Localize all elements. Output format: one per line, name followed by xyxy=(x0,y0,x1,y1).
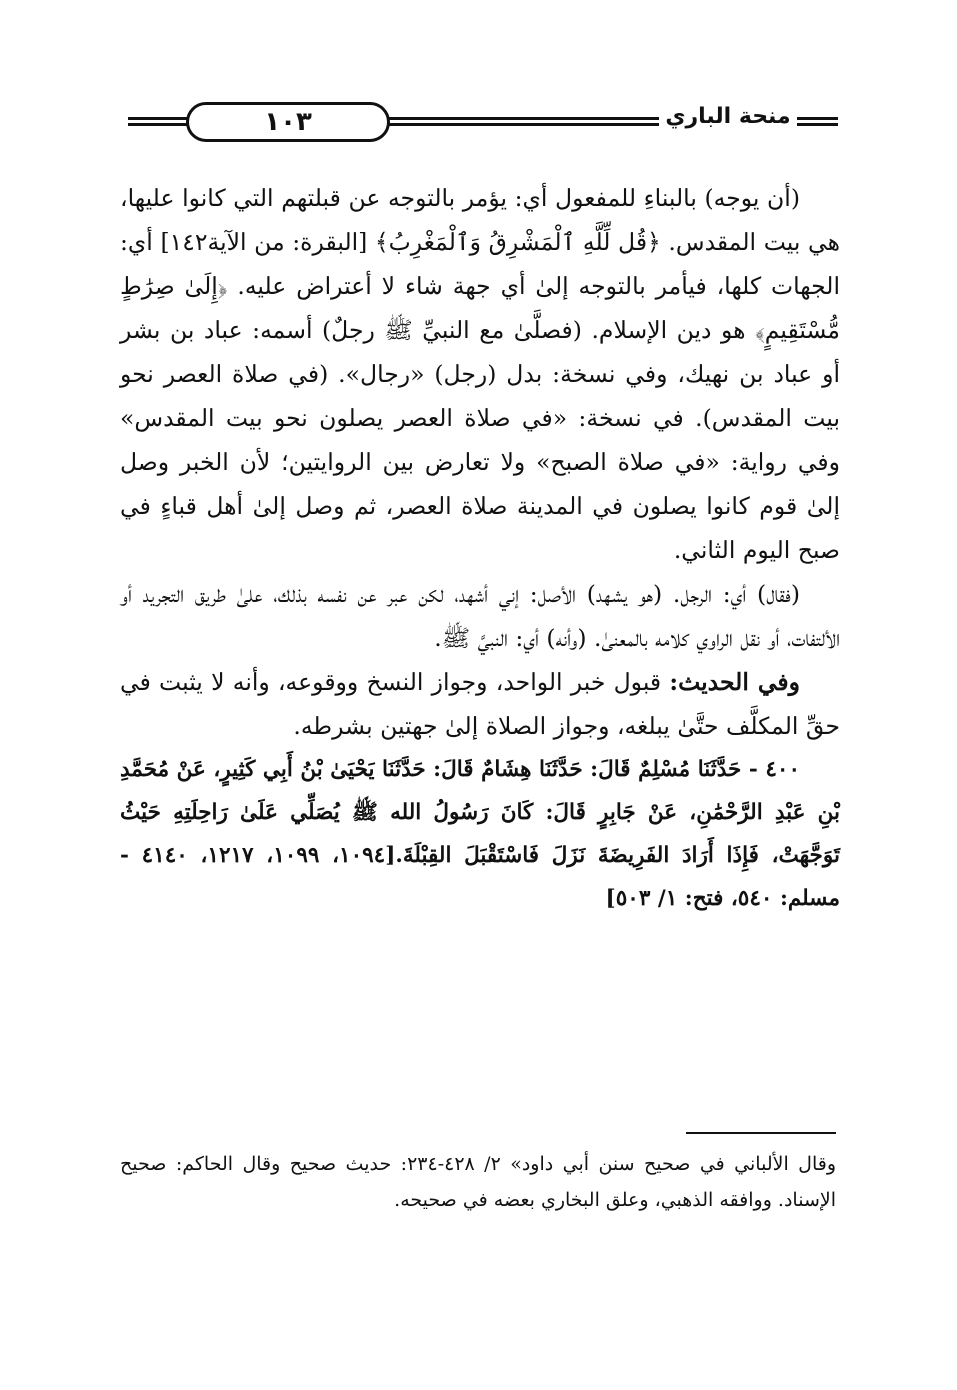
paragraph-benefits xyxy=(120,660,840,748)
main-text xyxy=(120,176,840,920)
page-number-badge xyxy=(186,102,390,142)
page-header xyxy=(128,100,838,144)
header-double-rule-right xyxy=(790,117,838,126)
benefits-lead: وفي الحديث: xyxy=(669,668,800,696)
hadith-text: ٤٠٠ - حَدَّثَنَا مُسْلِمٌ قَالَ: حَدَّثَنَا هِشَامٌ قَالَ: حَدَّثَنَا يَحْيَىٰ بْنُ أَبِي كَثِيرٍ، عَنْ مُحَمَّدِ بْنِ عَبْدِ الرَّحْمَٰنِ، عَنْ جَابِرٍ قَالَ: كَانَ رَسُولُ الله ﷺ يُصَلِّي عَلَىٰ رَاحِلَتِهِ حَيْثُ تَوَجَّهَتْ، فَإِذَا أَرَادَ الفَرِيضَةَ نَزَلَ فَاسْتَقْبَلَ القِبْلَةَ. xyxy=(120,757,840,868)
footnote-separator xyxy=(686,1132,836,1134)
running-title xyxy=(665,104,791,129)
page-number: ١٠٣ xyxy=(264,107,312,137)
benefits-text: قبول خبر الواحد، وجواز النسخ ووقوعه، وأنه لا يثبت في حقِّ المكلَّف حتَّىٰ يبلغه، وجواز الصلاة إلىٰ جهتين بشرطه. xyxy=(120,668,840,740)
header-double-rule-left xyxy=(128,117,188,126)
paragraph-1: (أن يوجه) بالبناءِ للمفعول أي: يؤمر بالتوجه عن قبلتهم التي كانوا عليها، هي بيت المقدس. ﴿قُل لِّلَّهِ ٱلْمَشْرِقُ وَٱلْمَغْرِبُ﴾ [البقرة: من الآية١٤٢] أي: الجهات كلها، فيأمر بالتوجه إلىٰ أي جهة شاء لا أعتراض عليه. ﴿إِلَىٰ صِرَٰطٍ مُّسْتَقِيمٍ﴾ هو دين الإسلام. (فصلَّىٰ مع النبيِّ ﷺ رجلٌ) أسمه: عباد بن بشر أو عباد بن نهيك، وفي نسخة: بدل (رجل) «رجال». (في صلاة العصر نحو بيت المقدس). في نسخة: «في صلاة العصر يصلون نحو بيت المقدس» وفي رواية: «في صلاة الصبح» ولا تعارض بين الروايتين؛ لأن الخبر وصل إلىٰ قوم كانوا يصلون في المدينة صلاة العصر، ثم وصل إلىٰ أهل قباءٍ في صبح اليوم الثاني. xyxy=(120,184,840,564)
running-title-text: منحة الباري xyxy=(659,104,796,129)
hadith-references: [١٠٩٤، ١٠٩٩، ١٢١٧، ٤١٤٠ - مسلم: ٥٤٠، فتح: ١/ ٥٠٣] xyxy=(120,843,840,911)
hadith-400 xyxy=(120,748,840,920)
paragraph-2: (فقال) أي: الرجل. (هو يشهد) الأصل: إني أشهد، لكن عبر عن نفسه بذلك، علىٰ طريق التجريد أو الألتفات، أو نقل الراوي كلامه بالمعنىٰ. (وأنه) أي: النبيَّ ﷺ. xyxy=(120,580,840,652)
footnote: وقال الألباني في صحيح سنن أبي داود» ٢/ ٤٢٨-٢٣٤: حديث صحيح وقال الحاكم: صحيح الإسناد. ووافقه الذهبي، وعلق البخاري بعضه في صحيحه. xyxy=(120,1153,836,1211)
